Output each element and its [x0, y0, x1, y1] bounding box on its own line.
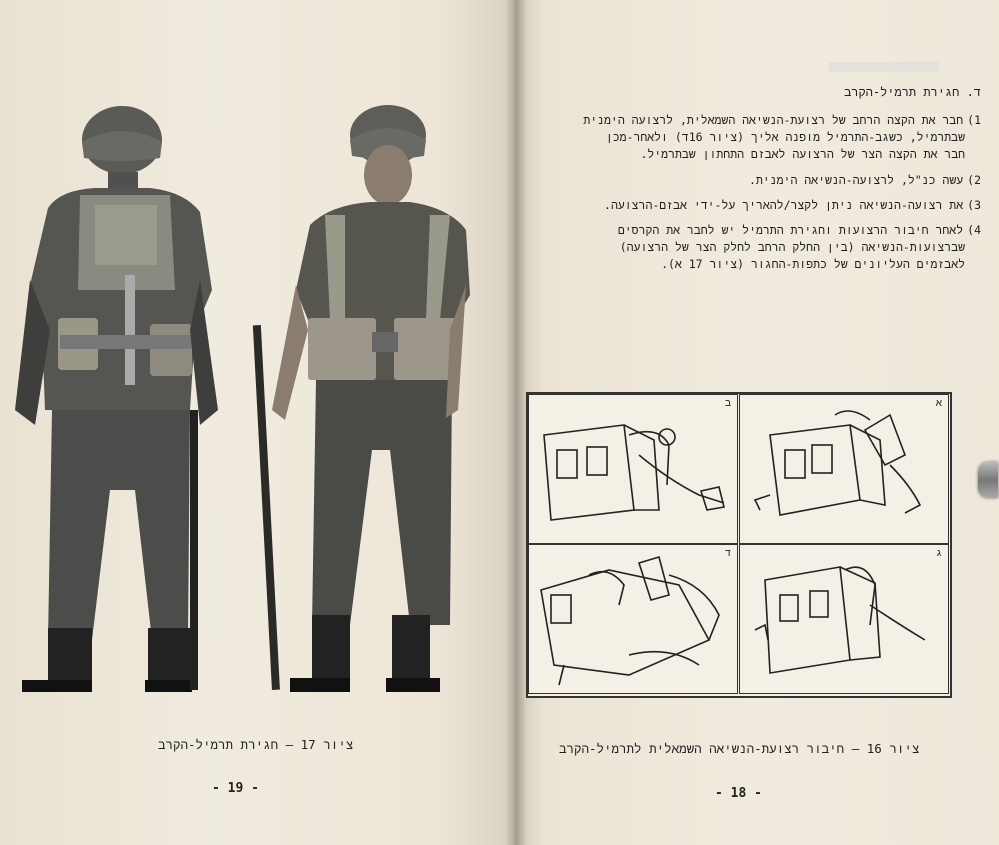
- instruction-1-line-3: חבר את הקצה הצר של הרצועה לאבזם התחתון שבתרמיל.: [640, 147, 965, 161]
- instruction-1-line-1: חבר את הקצה הרחב של רצועת-הנשיאה השמאלית, לרצועה הימנית: [583, 113, 964, 127]
- panel-d: [528, 544, 738, 694]
- panel-a: [739, 394, 949, 544]
- instruction-4: [541, 222, 981, 273]
- instruction-4-number: 4): [967, 223, 981, 237]
- panel-b-letter: ב: [724, 398, 731, 409]
- instruction-2-number: 2): [967, 173, 981, 187]
- instruction-4-line-1: לאחר חיבור הרצועות וחגירת התרמיל יש לחבר את הקרסים: [617, 223, 964, 237]
- instruction-2: [541, 172, 981, 189]
- instruction-4-line-2: שברצועות-הנשיאה (בין החלק הרחב לחלק הצר של הרצועה): [619, 240, 965, 254]
- bag-drawing-b: [529, 395, 739, 545]
- instruction-1-number: 1): [967, 113, 981, 127]
- instruction-3-line-1: את רצועה-הנשיאה ניתן לקצר/להאריך על-ידי אבזם-הרצועה.: [604, 198, 964, 212]
- soldier-front-view: [253, 105, 470, 692]
- page-number-19: - 19 -: [212, 781, 259, 796]
- instruction-1-line-2: שבתרמיל, כשגב-התרמיל מופנה אליך (ציור 16ד) ולאחר-מכן: [605, 130, 965, 144]
- instruction-1: [541, 112, 981, 163]
- instruction-3-number: 3): [967, 198, 981, 212]
- page-number-18: - 18 -: [715, 786, 762, 801]
- binder-clip: [978, 462, 998, 498]
- panel-d-letter: ד: [724, 548, 731, 559]
- figure-16-caption: ציור 16 – חיבור רצועת-הנשיאה השמאלית לתרמיל-הקרב: [559, 741, 920, 756]
- figure-16-illustration: [526, 392, 952, 698]
- instruction-3: [541, 197, 981, 214]
- soldier-back-view: [15, 106, 218, 692]
- faded-marking: [829, 62, 939, 72]
- panel-c: [739, 544, 949, 694]
- soldier-photograph: [0, 80, 515, 720]
- bag-drawing-d: [529, 545, 739, 695]
- instruction-2-line-1: עשה כנ"ל, לרצועה-הנשיאה הימנית.: [749, 173, 964, 187]
- book-gutter: [505, 0, 527, 845]
- panel-c-letter: ג: [935, 548, 942, 559]
- panel-b: [528, 394, 738, 544]
- figure-17-caption: ציור 17 – חגירת תרמיל-הקרב: [158, 737, 354, 752]
- panel-a-letter: א: [935, 398, 942, 409]
- instruction-4-line-3: לאבזמים העליונים של כתפות-החגור (ציור 17 א).: [661, 257, 965, 271]
- bag-drawing-a: [740, 395, 950, 545]
- section-heading: ד. חגירת תרמיל-הקרב: [844, 85, 981, 99]
- bag-drawing-c: [740, 545, 950, 695]
